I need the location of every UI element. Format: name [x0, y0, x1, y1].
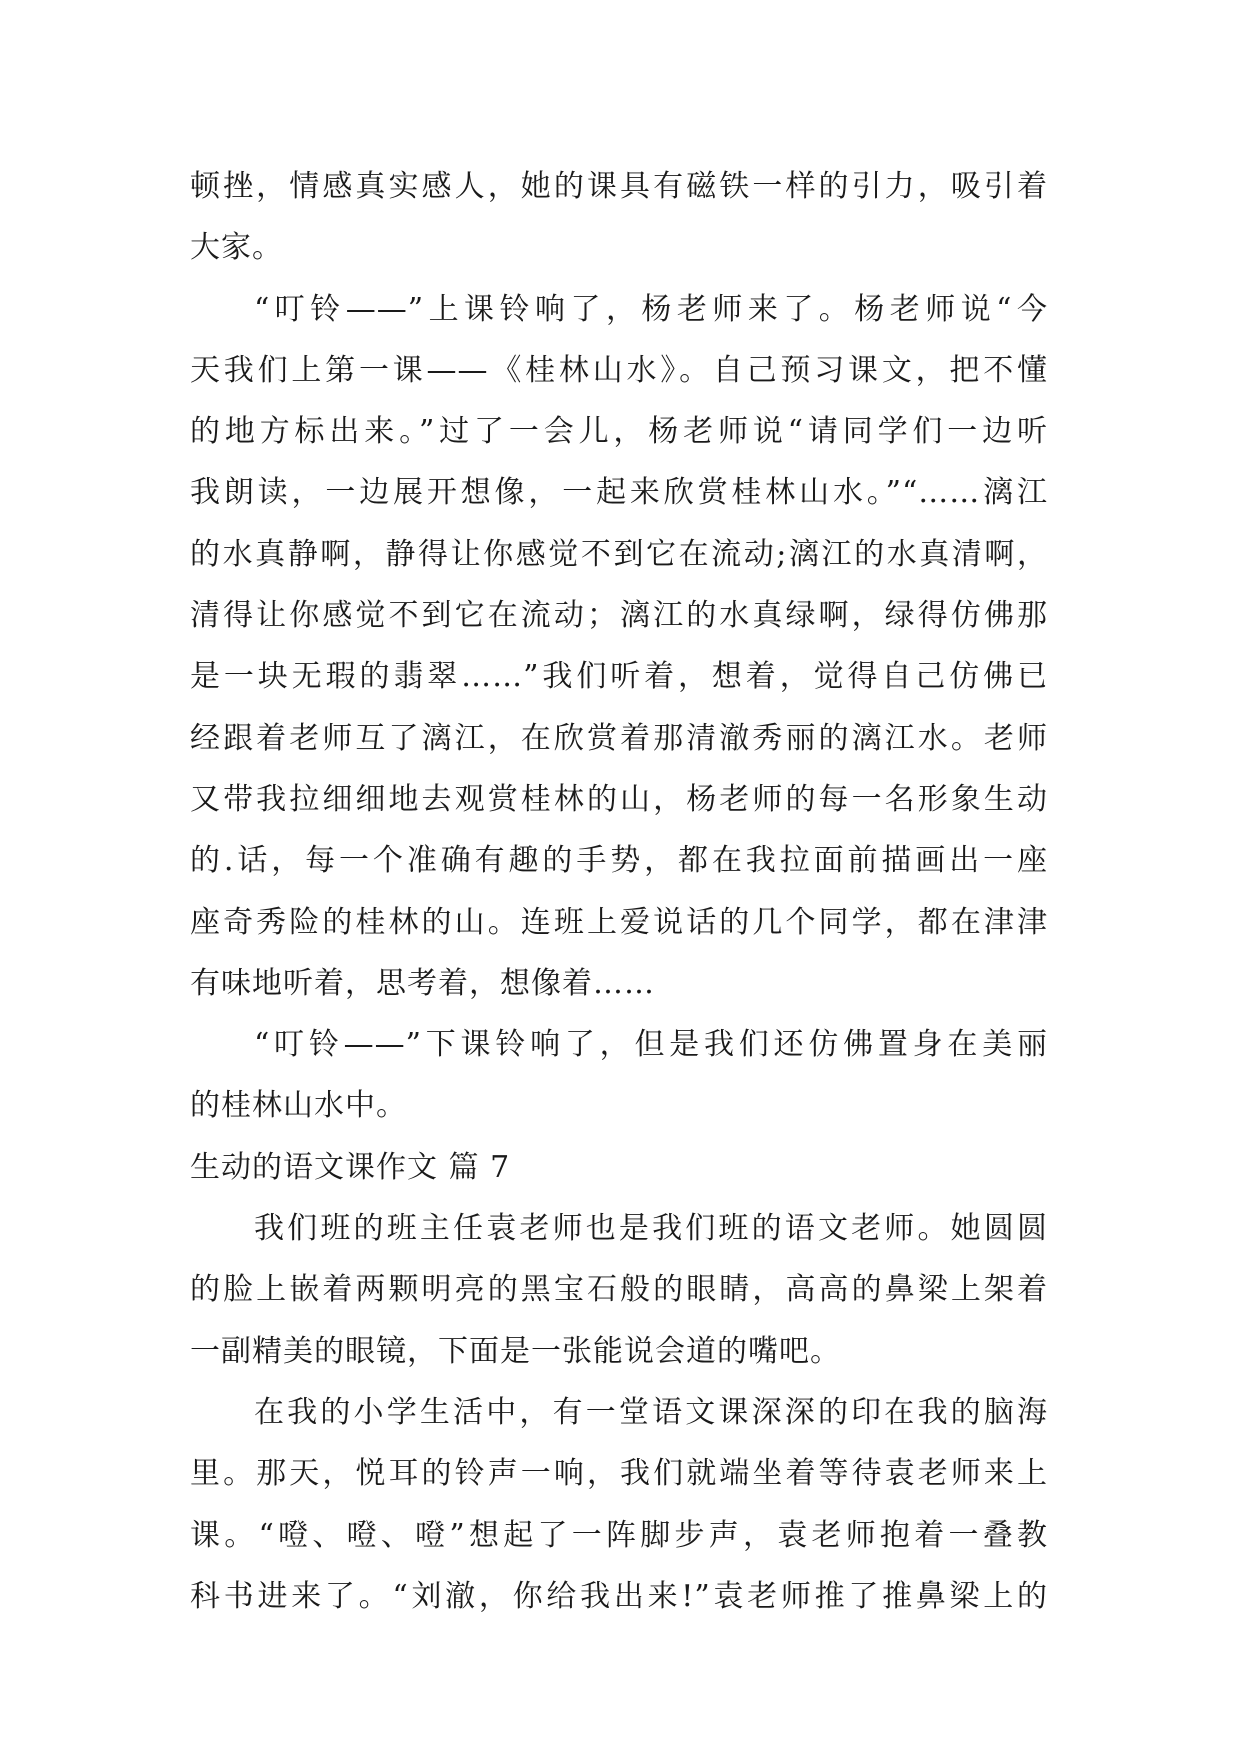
- text-line: 大家。: [190, 230, 283, 266]
- text-line: 顿挫，情感真实感人，她的课具有磁铁一样的引力，吸引着: [190, 169, 1048, 204]
- text-line: 的.话，每一个准确有趣的手势，都在我拉面前描画出一座: [190, 843, 1048, 879]
- text-line: 的脸上嵌着两颗明亮的黑宝石般的眼睛，高高的鼻梁上架着: [190, 1272, 1048, 1308]
- text-line: “叮铃——”下课铃响了，但是我们还仿佛置身在美丽: [254, 1027, 1048, 1063]
- text-line: “叮铃——”上课铃响了，杨老师来了。杨老师说“今: [254, 291, 1048, 327]
- text-line: 有味地听着，思考着，想像着……: [190, 965, 655, 1001]
- section-heading: 生动的语文课作文 篇 7: [190, 1149, 511, 1185]
- text-line: 座奇秀险的桂林的山。连班上爱说话的几个同学，都在津津: [190, 904, 1048, 940]
- text-line: 在我的小学生活中，有一堂语文课深深的印在我的脑海: [254, 1394, 1048, 1430]
- text-line: 科书进来了。“刘澈，你给我出来!”袁老师推了推鼻梁上的: [190, 1578, 1048, 1614]
- text-line: 一副精美的眼镜，下面是一张能说会道的嘴吧。: [190, 1333, 841, 1369]
- text-line: 天我们上第一课——《桂林山水》。自己预习课文，把不懂: [190, 352, 1048, 388]
- text-line: 又带我拉细细地去观赏桂林的山，杨老师的每一名形象生动: [190, 781, 1048, 817]
- text-line: 的地方标出来。”过了一会儿，杨老师说“请同学们一边听: [190, 414, 1048, 450]
- document-body: [190, 156, 1048, 1627]
- text-line: 课。“噔、噔、噔”想起了一阵脚步声，袁老师抱着一叠教: [190, 1517, 1048, 1553]
- text-line: 我朗读，一边展开想像，一起来欣赏桂林山水。”“……漓江: [190, 475, 1048, 511]
- text-line: 是一块无瑕的翡翠……”我们听着，想着，觉得自己仿佛已: [190, 659, 1048, 695]
- text-line: 我们班的班主任袁老师也是我们班的语文老师。她圆圆: [254, 1211, 1048, 1247]
- text-line: 清得让你感觉不到它在流动；漓江的水真绿啊，绿得仿佛那: [190, 598, 1048, 634]
- text-line: 里。那天，悦耳的铃声一响，我们就端坐着等待袁老师来上: [190, 1456, 1048, 1492]
- text-line: 的水真静啊，静得让你感觉不到它在流动;漓江的水真清啊，: [190, 536, 1048, 572]
- text-line: 经跟着老师互了漓江，在欣赏着那清澈秀丽的漓江水。老师: [190, 720, 1048, 756]
- text-line: 的桂林山水中。: [190, 1088, 407, 1124]
